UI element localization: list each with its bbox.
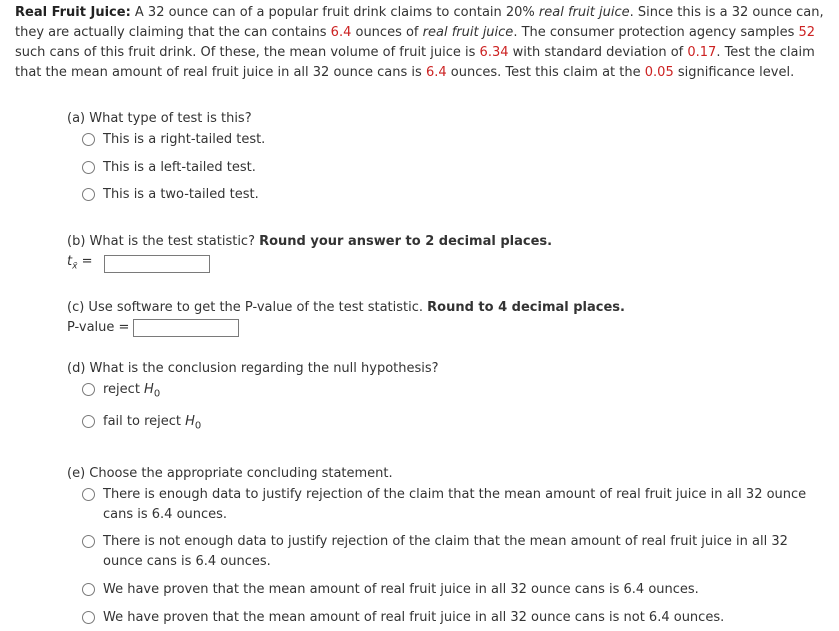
radio-button[interactable] bbox=[82, 188, 95, 201]
intro-text: A 32 ounce can of a popular fruit drink claims to contain 20% bbox=[130, 5, 539, 20]
reject-null-option[interactable] bbox=[82, 380, 160, 405]
test-type-option-left[interactable] bbox=[82, 158, 256, 178]
intro-text: with standard deviation of bbox=[508, 45, 688, 60]
option-label: We have proven that the mean amount of real fruit juice in all 32 ounce cans is 6.4 ounces. bbox=[103, 582, 699, 597]
fail-to-reject-option[interactable] bbox=[82, 412, 201, 437]
ounces-test-value: 6.4 bbox=[425, 65, 447, 80]
option-label: This is a right-tailed test. bbox=[103, 132, 266, 147]
radio-button[interactable] bbox=[82, 415, 95, 428]
radio-button[interactable] bbox=[82, 133, 95, 146]
fail-text: fail to reject bbox=[103, 414, 186, 429]
question-b-instruction: Round your answer to 2 decimal places. bbox=[259, 234, 553, 249]
h-symbol: H bbox=[185, 414, 195, 429]
radio-button[interactable] bbox=[82, 583, 95, 596]
test-type-option-right[interactable] bbox=[82, 130, 265, 150]
problem-statement bbox=[15, 3, 833, 83]
sd-value: 0.17 bbox=[687, 45, 717, 60]
ounces-claim-value: 6.4 bbox=[330, 25, 352, 40]
intro-text: . Since this is a 32 ounce can, they are actually claiming that the can contains bbox=[15, 5, 824, 40]
question-c-text: (c) Use software to get the P-value of the test statistic. bbox=[67, 300, 428, 315]
radio-button[interactable] bbox=[82, 161, 95, 174]
reject-text: reject bbox=[103, 382, 145, 397]
sample-size-value: 52 bbox=[798, 25, 816, 40]
radio-button[interactable] bbox=[82, 488, 95, 501]
h-subscript: 0 bbox=[153, 388, 161, 400]
t-symbol: t bbox=[67, 254, 73, 269]
question-c-title bbox=[67, 298, 625, 318]
option-label: We have proven that the mean amount of real fruit juice in all 32 ounce cans is not 6.4 ounces. bbox=[103, 610, 725, 625]
test-type-option-two[interactable] bbox=[82, 185, 259, 205]
intro-text: ounces of bbox=[351, 25, 423, 40]
conclusion-option-2[interactable] bbox=[82, 532, 827, 572]
conclusion-option-4[interactable] bbox=[82, 608, 827, 628]
conclusion-option-1[interactable] bbox=[82, 485, 827, 525]
radio-button[interactable] bbox=[82, 383, 95, 396]
option-label: This is a left-tailed test. bbox=[103, 160, 256, 175]
alpha-value: 0.05 bbox=[644, 65, 674, 80]
problem-title: Real Fruit Juice: bbox=[15, 5, 131, 20]
test-statistic-input[interactable] bbox=[104, 255, 210, 273]
conclusion-option-3[interactable] bbox=[82, 580, 827, 600]
intro-text: significance level. bbox=[673, 65, 795, 80]
question-e-title: (e) Choose the appropriate concluding statement. bbox=[67, 466, 393, 481]
intro-text: such cans of this fruit drink. Of these, the mean volume of fruit juice is bbox=[15, 45, 480, 60]
intro-text: . Test the claim that the mean amount of real fruit juice in all 32 ounce cans is bbox=[15, 45, 815, 80]
equals-sign: = bbox=[77, 254, 93, 269]
p-value-field bbox=[67, 318, 239, 338]
test-statistic-field bbox=[67, 252, 210, 277]
radio-button[interactable] bbox=[82, 535, 95, 548]
option-label bbox=[103, 412, 201, 437]
question-b-text: (b) What is the test statistic? bbox=[67, 234, 260, 249]
intro-text: ounces. Test this claim at the bbox=[446, 65, 645, 80]
p-value-input[interactable] bbox=[133, 319, 239, 337]
intro-italic: real fruit juice bbox=[422, 25, 514, 40]
intro-text: . The consumer protection agency samples bbox=[513, 25, 799, 40]
p-value-label: P-value = bbox=[67, 320, 130, 335]
option-label: This is a two-tailed test. bbox=[103, 187, 259, 202]
h-subscript: 0 bbox=[194, 420, 202, 432]
t-subscript: x̄ bbox=[72, 261, 78, 272]
option-label bbox=[103, 380, 160, 405]
intro-italic: real fruit juice bbox=[538, 5, 630, 20]
question-d-title: (d) What is the conclusion regarding the null hypothesis? bbox=[67, 361, 439, 376]
question-c-instruction: Round to 4 decimal places. bbox=[427, 300, 625, 315]
test-statistic-label bbox=[67, 252, 92, 277]
option-label: There is enough data to justify rejection of the claim that the mean amount of real fruit juice in all 32 ounce cans is 6.4 ounces. bbox=[103, 487, 807, 522]
option-label: There is not enough data to justify rejection of the claim that the mean amount of real fruit juice in all 32 ounce cans is 6.4 ounces. bbox=[103, 534, 788, 569]
mean-value: 6.34 bbox=[479, 45, 509, 60]
question-a-title: (a) What type of test is this? bbox=[67, 111, 252, 126]
h-symbol: H bbox=[144, 382, 154, 397]
radio-button[interactable] bbox=[82, 611, 95, 624]
question-b-title bbox=[67, 232, 552, 252]
